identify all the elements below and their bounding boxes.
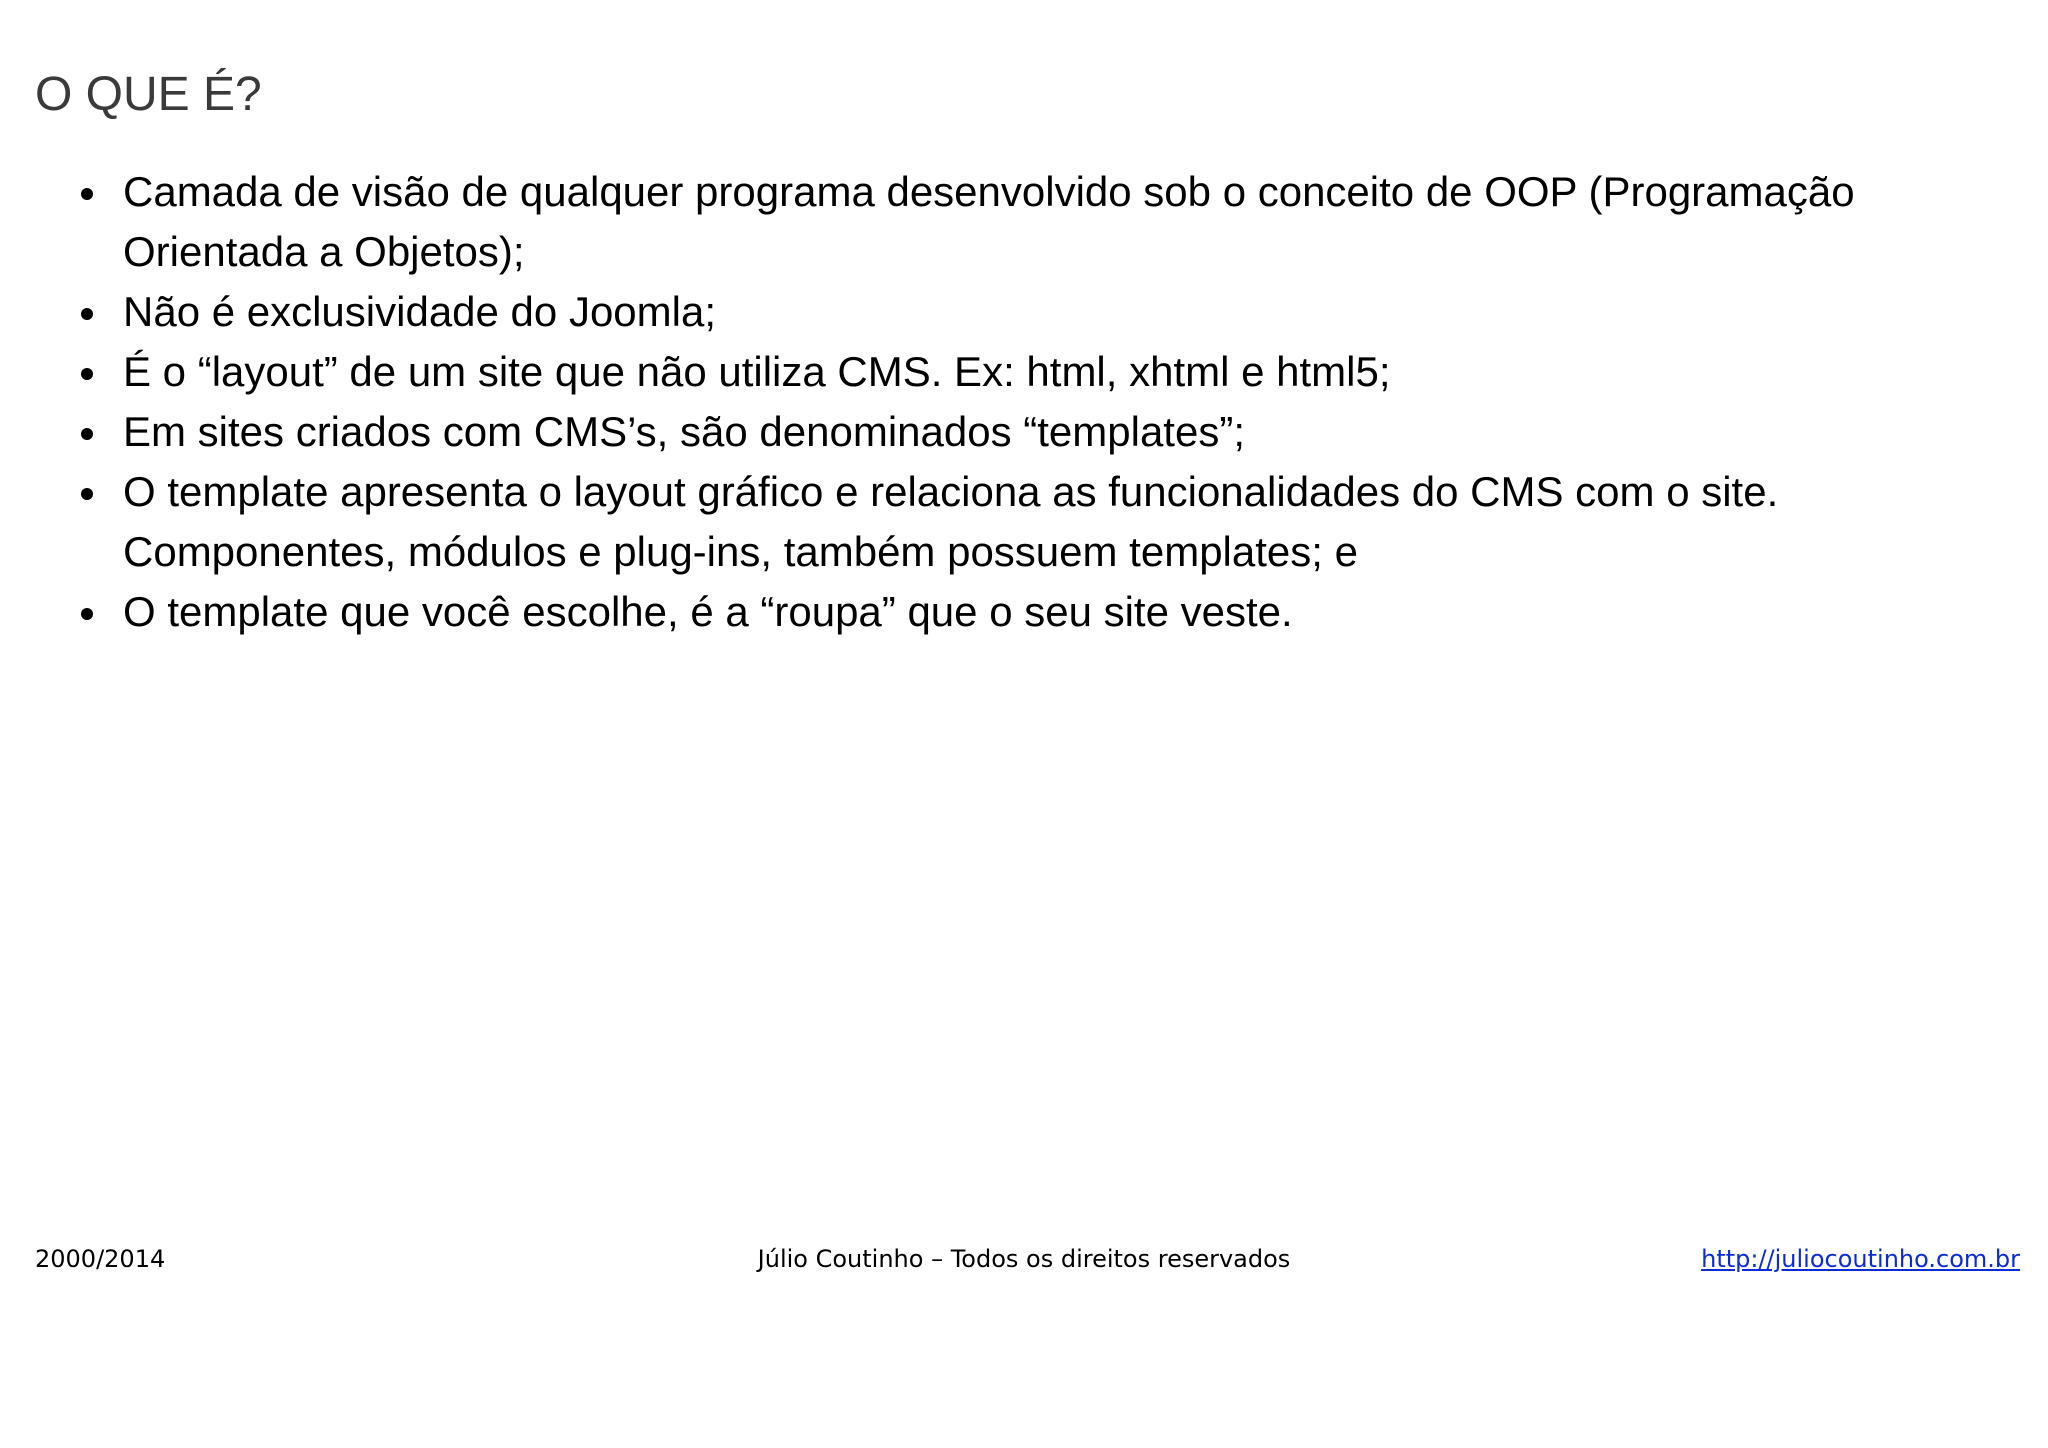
- bullet-list: [0, 162, 2000, 642]
- list-item: [0, 162, 2000, 282]
- list-item-text: Não é exclusividade do Joomla;: [123, 288, 717, 335]
- bullet-icon: [81, 188, 93, 200]
- page-title: O QUE É?: [35, 68, 262, 121]
- list-item-text: Camada de visão de qualquer programa desenvolvido sob o conceito de OOP (Programação Orientada a Objetos);: [123, 168, 1855, 275]
- list-item: [0, 342, 2000, 402]
- list-item: [0, 582, 2000, 642]
- list-item-text: O template que você escolhe, é a “roupa” que o seu site veste.: [123, 588, 1293, 635]
- bullet-icon: [81, 488, 93, 500]
- bullet-icon: [81, 308, 93, 320]
- footer-copyright: Júlio Coutinho – Todos os direitos reservados: [757, 1245, 1291, 1273]
- footer-date: 2000/2014: [35, 1245, 166, 1273]
- bullet-icon: [81, 428, 93, 440]
- list-item: [0, 402, 2000, 462]
- list-item: [0, 462, 2000, 582]
- list-item-text: É o “layout” de um site que não utiliza CMS. Ex: html, xhtml e html5;: [123, 348, 1391, 395]
- footer-link[interactable]: http://juliocoutinho.com.br: [1701, 1245, 2020, 1273]
- list-item: [0, 282, 2000, 342]
- bullet-icon: [81, 368, 93, 380]
- list-item-text: Em sites criados com CMS’s, são denominados “templates”;: [123, 408, 1245, 455]
- list-item-text: O template apresenta o layout gráfico e relaciona as funcionalidades do CMS com o site. Componentes, módulos e plug-ins, também possuem templates; e: [123, 468, 1779, 575]
- bullet-icon: [81, 608, 93, 620]
